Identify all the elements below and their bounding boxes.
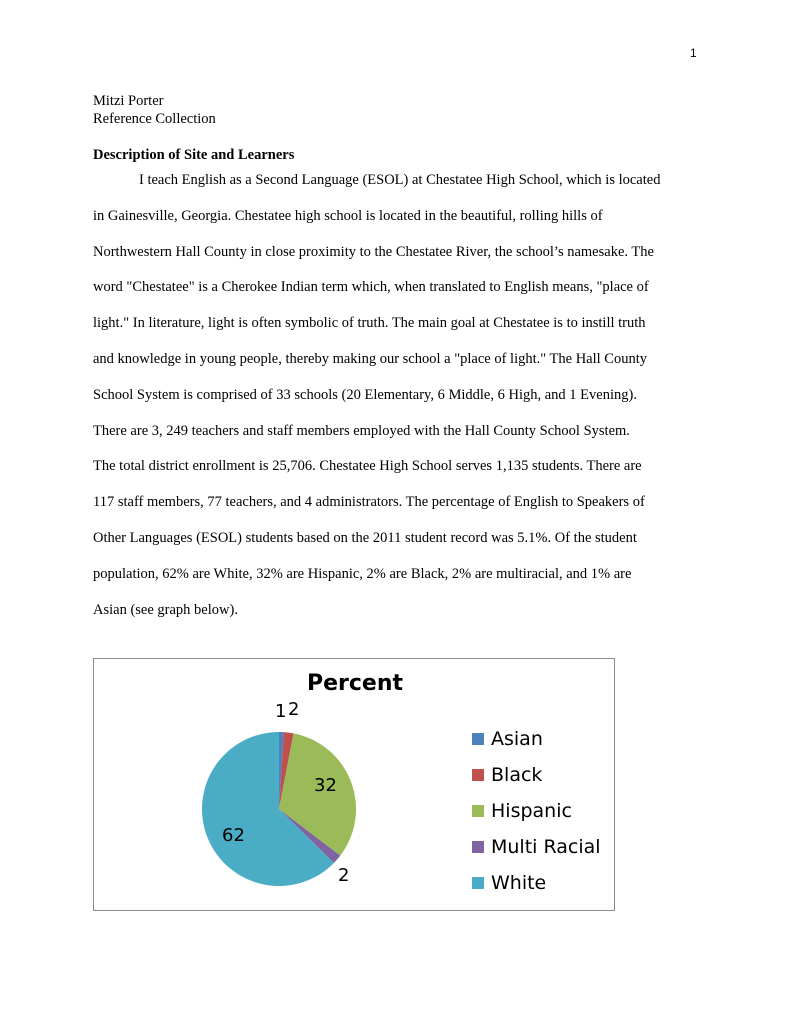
paragraph-line: Northwestern Hall County in close proximity to the Chestatee River, the school’s namesake. The: [93, 243, 654, 260]
page-number: 1: [690, 46, 697, 60]
chart-title-text: Percent: [306, 671, 404, 696]
legend-label: Asian: [491, 728, 543, 750]
legend-swatch: [472, 769, 484, 781]
paragraph-line: word "Chestatee" is a Cherokee Indian term which, when translated to English means, "place of: [93, 279, 649, 296]
legend-swatch: [472, 877, 484, 889]
paragraph-line: There are 3, 249 teachers and staff members employed with the Hall County School System.: [93, 422, 630, 439]
chart-legend: [472, 721, 601, 901]
legend-item-multi-racial: [472, 829, 601, 865]
section-paragraph: [93, 168, 699, 633]
pie-chart: [93, 658, 615, 911]
data-label-black: 2: [288, 699, 300, 720]
paragraph-line: 117 staff members, 77 teachers, and 4 administrators. The percentage of English to Speakers of: [93, 494, 645, 511]
data-label-hispanic: 32: [314, 775, 337, 796]
paragraph-line: population, 62% are White, 32% are Hispanic, 2% are Black, 2% are multiracial, and 1% are: [93, 565, 632, 582]
legend-item-asian: [472, 721, 601, 757]
legend-swatch: [472, 841, 484, 853]
legend-label: Multi Racial: [491, 836, 601, 858]
paragraph-line: The total district enrollment is 25,706. Chestatee High School serves 1,135 students. There are: [93, 458, 642, 475]
paragraph-line: School System is comprised of 33 schools (20 Elementary, 6 Middle, 6 High, and 1 Evening).: [93, 386, 637, 403]
document-title: Reference Collection: [93, 111, 216, 127]
paragraph-line: Asian (see graph below).: [93, 601, 238, 618]
legend-label: Black: [491, 764, 543, 786]
author-name: Mitzi Porter: [93, 93, 164, 109]
data-label-multi-racial: 2: [338, 865, 350, 886]
legend-item-white: [472, 865, 601, 901]
paragraph-line: and knowledge in young people, thereby making our school a "place of light." The Hall County: [93, 350, 647, 367]
legend-item-black: [472, 757, 601, 793]
paragraph-line: in Gainesville, Georgia. Chestatee high school is located in the beautiful, rolling hills of: [93, 207, 603, 224]
section-heading: Description of Site and Learners: [93, 147, 295, 163]
paragraph-line: Other Languages (ESOL) students based on the 2011 student record was 5.1%. Of the student: [93, 529, 637, 546]
data-label-white: 62: [222, 825, 245, 846]
legend-swatch: [472, 805, 484, 817]
paragraph-line: light." In literature, light is often symbolic of truth. The main goal at Chestatee is to instill truth: [93, 315, 646, 332]
paragraph-line: I teach English as a Second Language (ESOL) at Chestatee High School, which is located: [139, 172, 661, 188]
document-body: [93, 92, 699, 633]
legend-label: Hispanic: [491, 800, 572, 822]
legend-item-hispanic: [472, 793, 601, 829]
legend-swatch: [472, 733, 484, 745]
legend-label: White: [491, 872, 547, 894]
data-label-asian: 1: [275, 701, 287, 722]
